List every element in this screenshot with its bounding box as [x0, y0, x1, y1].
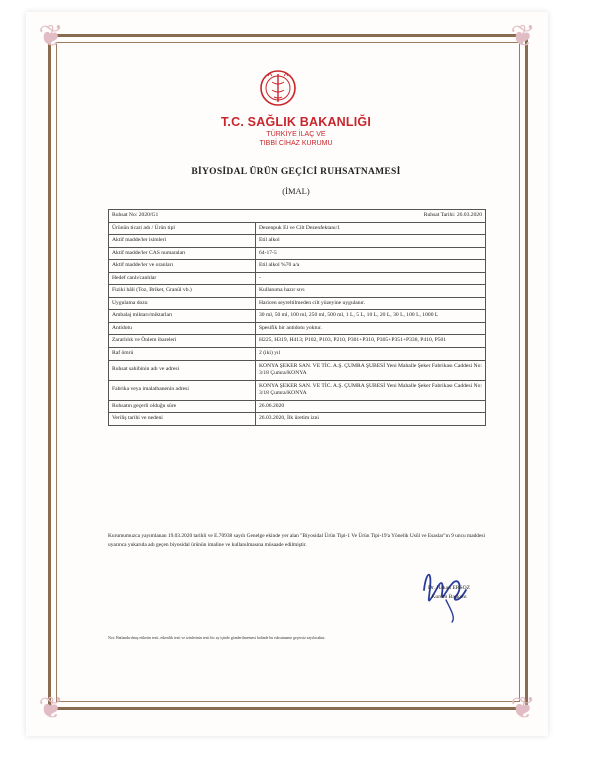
- signature-icon: [396, 560, 496, 624]
- row-label: Raf ömrü: [109, 348, 256, 361]
- signer-role: Kurum Başkanı: [431, 594, 467, 600]
- table-row: [109, 260, 486, 273]
- row-label: Ürünün ticari adı / Ürün tipi: [109, 222, 256, 235]
- row-label: Hedef canlı/canlılar: [109, 272, 256, 285]
- table-row: [109, 247, 486, 260]
- corner-ornament-icon: ❦: [510, 19, 536, 54]
- row-label: Veriliş tarihi ve nedeni: [109, 413, 256, 426]
- row-value: Haricen seyreltilmeden cilt yüzeyine uygulanır.: [256, 297, 486, 310]
- row-value: -: [256, 272, 486, 285]
- table-row: [109, 235, 486, 248]
- license-date: Ruhsat Tarihi: 26.03.2020: [423, 212, 482, 218]
- row-label: Aktif madde/ler isimleri: [109, 235, 256, 248]
- row-label: Fabrika veya imalathanenin adresi: [109, 380, 256, 400]
- table-row: [109, 285, 486, 298]
- row-value: Dezenpuk El ve Cilt Dezenfektanı/1: [256, 222, 486, 235]
- table-row: [109, 348, 486, 361]
- table-row: [109, 400, 486, 413]
- table-row: [109, 272, 486, 285]
- row-value: 26.03.2020, İlk üretim izni: [256, 413, 486, 426]
- row-value: KONYA ŞEKER SAN. VE TİC. A.Ş. ÇUMRA ŞUBESİ Yeni Mahalle Şeker Fabrikası Caddesi No: 3/18 Çumra/KONYA: [256, 380, 486, 400]
- row-value: Spesifik bir antidotu yoktur.: [256, 322, 486, 335]
- row-label: Zararlılık ve Önlem ibareleri: [109, 335, 256, 348]
- approval-paragraph: Kurumumuzca yayımlanan 19.03.2020 tarihli ve E.70938 sayılı Genelge ekinde yer alan "Biyosidal Ürün Tipi-1 Ve Ürün Tipi-19'a Yönelik Usûl ve Esaslar"ın 9 uncu maddesi uyarınca yukarıda adı geçen biyosidal ürünün imaline ve kullanılmasına müsaade edilmiştir.: [108, 533, 485, 548]
- row-value: 30 ml, 50 ml, 100 ml, 250 ml, 500 ml, 1 L, 5 L, 10 L, 20 L, 30 L, 100 L, 1000 L: [256, 310, 486, 323]
- row-value: 64-17-5: [256, 247, 486, 260]
- row-value: H225, H319, H413; P102, P103, P210, P301+P310, P305+P351+P338, P410, P501: [256, 335, 486, 348]
- row-value: 26.06.2020: [256, 400, 486, 413]
- table-row: [109, 297, 486, 310]
- row-label: Ambalaj miktarı/miktarları: [109, 310, 256, 323]
- table-row: [109, 360, 486, 380]
- license-table: [108, 209, 486, 426]
- table-row: [109, 222, 486, 235]
- table-row: [109, 322, 486, 335]
- document-title: BİYOSİDAL ÜRÜN GEÇİCİ RUHSATNAMESİ: [191, 167, 401, 177]
- corner-ornament-icon: ❦: [510, 691, 536, 726]
- row-label: Ruhsatın geçerli olduğu süre: [109, 400, 256, 413]
- license-number: Ruhsat No: 2020/G1: [112, 212, 159, 218]
- row-label: Ruhsat sahibinin adı ve adresi: [109, 360, 256, 380]
- corner-ornament-icon: ❦: [38, 19, 64, 54]
- row-label: Antidotu: [109, 322, 256, 335]
- license-header-row: [109, 210, 486, 223]
- table-row: [109, 310, 486, 323]
- row-value: Etil alkol: [256, 235, 486, 248]
- document-subtitle: (İMAL): [282, 186, 310, 196]
- row-value: Kullanıma hazır sıvı: [256, 285, 486, 298]
- organization-subtitle: TÜRKİYE İLAÇ VE: [266, 131, 326, 138]
- row-value: KONYA ŞEKER SAN. VE TİC. A.Ş. ÇUMRA ŞUBESİ Yeni Mahalle Şeker Fabrikası Caddesi No: 3/18 Çumra/KONYA: [256, 360, 486, 380]
- table-row: [109, 380, 486, 400]
- table-row: [109, 413, 486, 426]
- organization-subtitle: TIBBİ CİHAZ KURUMU: [259, 140, 333, 147]
- table-row: [109, 335, 486, 348]
- ministry-emblem-icon: [258, 68, 298, 110]
- corner-ornament-icon: ❦: [38, 691, 64, 726]
- row-label: Aktif madde/ler ve oranları: [109, 260, 256, 273]
- row-label: Fiziki hâli (Toz, Briket, Granül vb.): [109, 285, 256, 298]
- row-label: Aktif madde/ler CAS numaraları: [109, 247, 256, 260]
- footnote: Not: Hatlandırılmış etiketin testi, etkenlik testi ve izinlerinin testi bir ay içinde gönderilmemesi halinde bu ruhsatname geçersiz sayılacaktır.: [108, 636, 326, 640]
- row-label: Uygulama dozu: [109, 297, 256, 310]
- signer-name: Dr. Hakan ERSOZ: [427, 585, 471, 591]
- organization-title: T.C. SAĞLIK BAKANLIĞI: [220, 115, 372, 129]
- row-value: 2 (iki) yıl: [256, 348, 486, 361]
- row-value: Etil alkol %70 a/a: [256, 260, 486, 273]
